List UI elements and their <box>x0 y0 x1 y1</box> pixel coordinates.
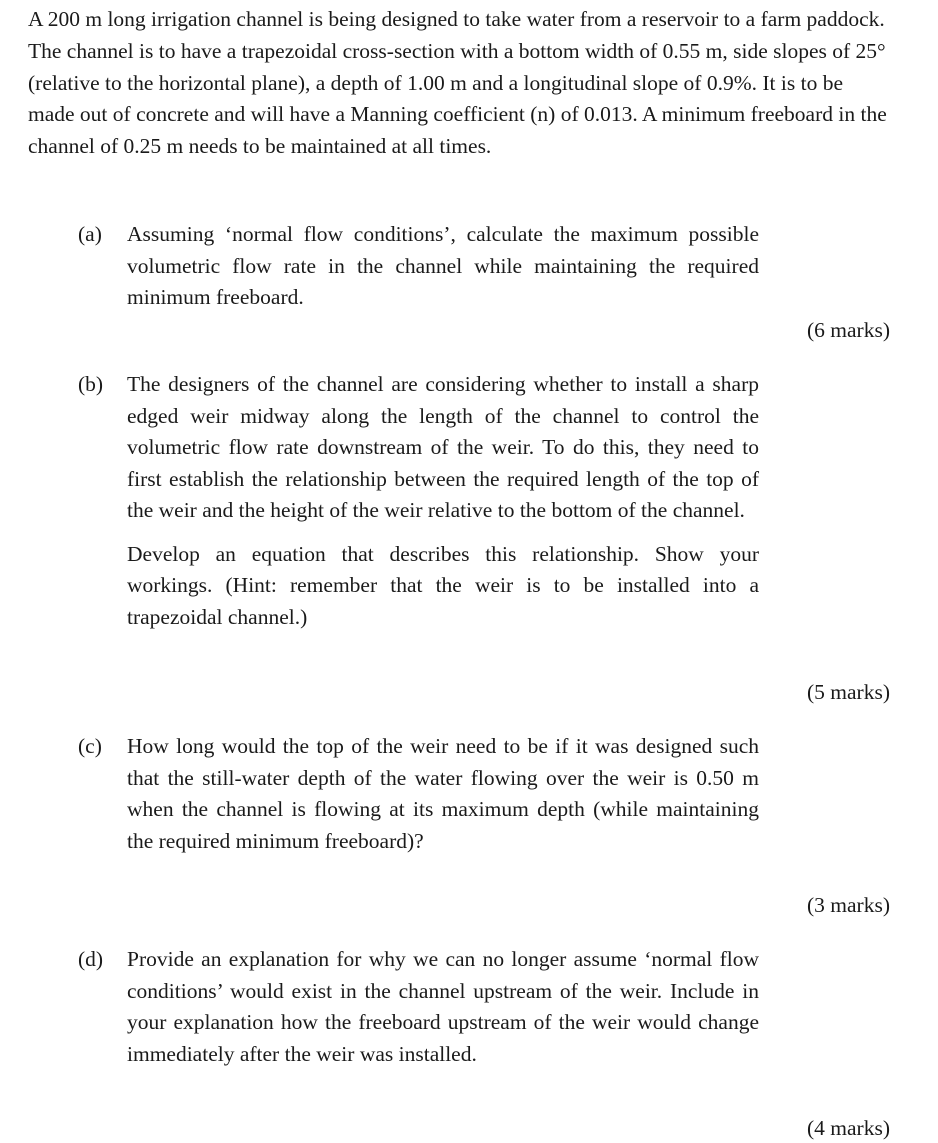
question-part-b <box>78 369 768 633</box>
part-d-marks: (4 marks) <box>807 1116 890 1140</box>
question-part-a <box>78 219 768 314</box>
part-b-marks: (5 marks) <box>807 680 890 704</box>
part-b-label: (b) <box>78 372 104 396</box>
part-c-label: (c) <box>78 734 102 758</box>
part-a-marks: (6 marks) <box>807 318 890 342</box>
part-b-text: The designers of the channel are considering whether to install a sharp edged weir midway along the length of the channel to control the volumetric flow rate downstream of the weir. To do this, they need to first establish the relationship between the required length of the top of the weir and the height of the weir relative to the bottom of the channel. <box>127 372 759 522</box>
part-c-text: How long would the top of the weir need to be if it was designed such that the still-water depth of the water flowing over the weir is 0.50 m when the channel is flowing at its maximum depth (while maintaining the required minimum freeboard)? <box>127 734 759 853</box>
question-part-c <box>78 731 768 857</box>
problem-statement: A 200 m long irrigation channel is being designed to take water from a reservoir to a farm paddock. The channel is to have a trapezoidal cross-section with a bottom width of 0.55 m, side slopes of 25° (relative to the horizontal plane), a depth of 1.00 m and a longitudinal slope of 0.9%. It is to be made out of concrete and will have a Manning coefficient (n) of 0.013. A minimum freeboard in the channel of 0.25 m needs to be maintained at all times. <box>28 7 887 159</box>
part-c-marks: (3 marks) <box>807 893 890 917</box>
part-d-text: Provide an explanation for why we can no longer assume ‘normal flow conditions’ would exist in the channel upstream of the weir. Include in your explanation how the freeboard upstream of the weir would change immediately after the weir was installed. <box>127 947 759 1066</box>
part-a-label: (a) <box>78 222 102 246</box>
part-d-label: (d) <box>78 947 104 971</box>
part-a-text: Assuming ‘normal flow conditions’, calculate the maximum possible volumetric flow rate in the channel while maintaining the required minimum freeboard. <box>127 222 759 309</box>
part-b-text-2: Develop an equation that describes this relationship. Show your workings. (Hint: remember that the weir is to be installed into a trapezoidal channel.) <box>127 541 759 629</box>
question-part-d <box>78 944 768 1070</box>
